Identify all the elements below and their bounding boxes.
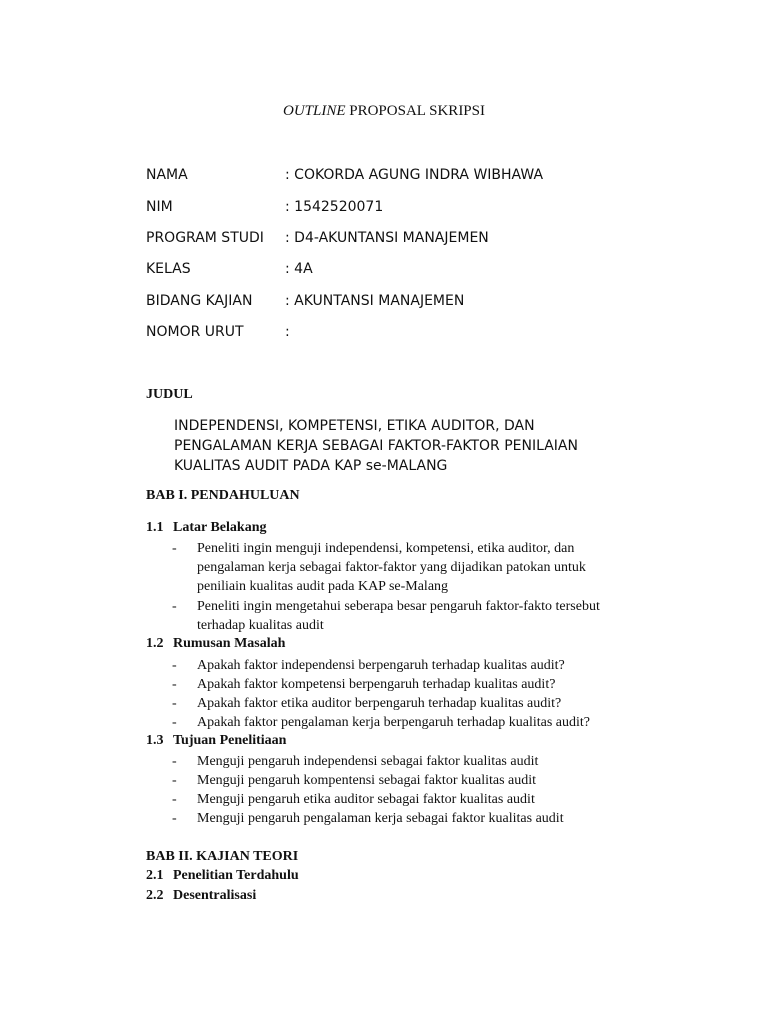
identity-value: : D4-AKUNTANSI MANAJEMEN — [285, 230, 489, 246]
list-item-text: Apakah faktor independensi berpengaruh terhadap kualitas audit? — [197, 658, 565, 673]
bab2-heading: BAB II. KAJIAN TEORI — [146, 849, 299, 864]
section-title: Penelitian Terdahulu — [173, 868, 299, 883]
section-heading-1-2 — [146, 636, 285, 652]
identity-value: : 1542520071 — [285, 199, 384, 215]
list-item-text: Apakah faktor pengalaman kerja berpengaruh terhadap kualitas audit? — [197, 715, 590, 730]
list-item-line: Peneliti ingin menguji independensi, kompetensi, etika auditor, dan — [197, 541, 575, 556]
section-heading-1-1 — [146, 520, 266, 536]
section-title: Rumusan Masalah — [173, 636, 286, 651]
bullet-dash: - — [172, 541, 177, 556]
judul-line: PENGALAMAN KERJA SEBAGAI FAKTOR-FAKTOR PENILAIAN — [174, 438, 578, 454]
identity-label: NIM — [146, 199, 173, 215]
list-item-text: Menguji pengaruh etika auditor sebagai faktor kualitas audit — [197, 792, 535, 807]
list-item-text: Menguji pengaruh kompentensi sebagai faktor kualitas audit — [197, 773, 537, 788]
list-item-text: Menguji pengaruh independensi sebagai faktor kualitas audit — [197, 754, 539, 769]
identity-value: : COKORDA AGUNG INDRA WIBHAWA — [285, 167, 544, 183]
section-heading-1-3 — [146, 733, 286, 749]
bab1-heading: BAB I. PENDAHULUAN — [146, 488, 300, 503]
judul-title-block — [174, 416, 644, 476]
title-italic: OUTLINE — [282, 103, 346, 119]
section-number: 1.1 — [146, 520, 164, 535]
identity-label: PROGRAM STUDI — [146, 230, 264, 246]
bullet-dash: - — [172, 773, 177, 788]
list-item-text: Menguji pengaruh pengalaman kerja sebagai faktor kualitas audit — [197, 811, 564, 826]
list-item-text: Apakah faktor kompetensi berpengaruh terhadap kualitas audit? — [197, 677, 556, 692]
identity-label: NOMOR URUT — [146, 324, 244, 340]
list-item-line: Peneliti ingin mengetahui seberapa besar pengaruh faktor-fakto tersebut — [197, 599, 600, 614]
page-title — [0, 103, 768, 120]
section-title: Latar Belakang — [173, 520, 267, 535]
bullet-dash: - — [172, 715, 177, 730]
judul-heading: JUDUL — [146, 387, 193, 402]
list-item-line: peniliain kualitas audit pada KAP se-Malang — [197, 579, 449, 594]
section-heading-2-1 — [146, 868, 299, 884]
list-item-text — [197, 539, 627, 596]
bullet-dash: - — [172, 599, 177, 614]
section-number: 1.2 — [146, 636, 164, 651]
bullet-dash: - — [172, 811, 177, 826]
list-item-line: pengalaman kerja sebagai faktor-faktor yang dijadikan patokan untuk — [197, 560, 586, 575]
identity-value: : 4A — [285, 261, 313, 277]
section-heading-2-2 — [146, 888, 256, 904]
judul-line: INDEPENDENSI, KOMPETENSI, ETIKA AUDITOR, DAN — [174, 418, 535, 434]
bullet-dash: - — [172, 754, 177, 769]
identity-label: BIDANG KAJIAN — [146, 293, 253, 309]
section-title: Desentralisasi — [173, 888, 257, 903]
section-title: Tujuan Penelitiaan — [173, 733, 287, 748]
section-number: 1.3 — [146, 733, 164, 748]
identity-value: : AKUNTANSI MANAJEMEN — [285, 293, 465, 309]
section-number: 2.1 — [146, 868, 164, 883]
bullet-dash: - — [172, 658, 177, 673]
bullet-dash: - — [172, 677, 177, 692]
identity-label: KELAS — [146, 261, 191, 277]
identity-label: NAMA — [146, 167, 188, 183]
title-rest: PROPOSAL SKRIPSI — [345, 103, 485, 119]
bullet-dash: - — [172, 696, 177, 711]
section-number: 2.2 — [146, 888, 164, 903]
list-item-line: terhadap kualitas audit — [197, 618, 324, 633]
list-item-text: Apakah faktor etika auditor berpengaruh terhadap kualitas audit? — [197, 696, 562, 711]
judul-line: KUALITAS AUDIT PADA KAP se-MALANG — [174, 458, 448, 474]
bullet-dash: - — [172, 792, 177, 807]
list-item-text — [197, 597, 627, 635]
identity-value: : — [285, 324, 290, 340]
